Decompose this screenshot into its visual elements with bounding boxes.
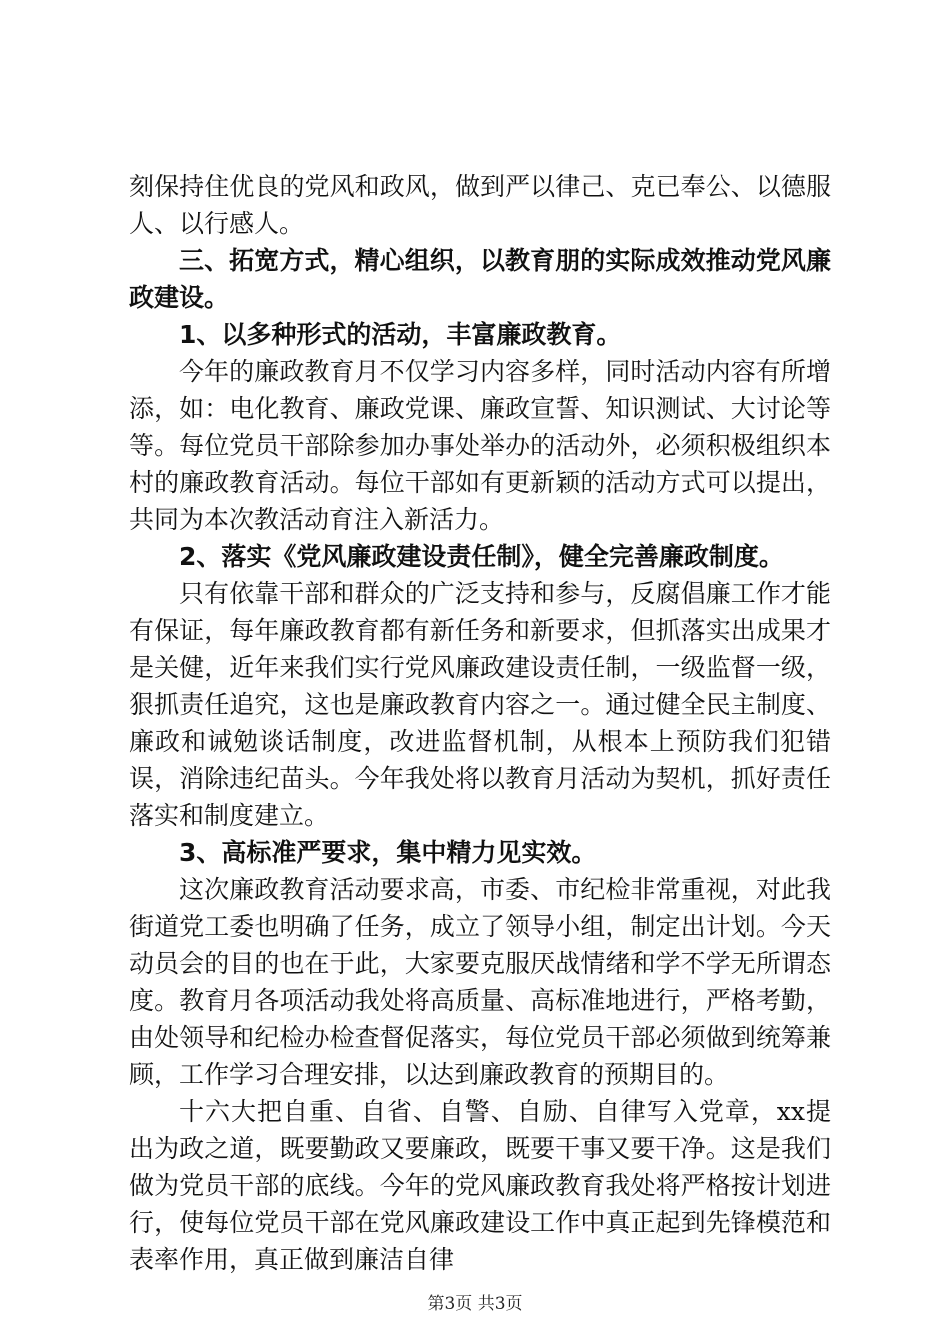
subsection-heading-1: 1、以多种形式的活动，丰富廉政教育。: [179, 320, 622, 349]
page-number-footer: 第3页 共3页: [427, 1294, 523, 1314]
paragraph-requirements: 这次廉政教育活动要求高，市委、市纪检非常重视，对此我街道党工委也明确了任务，成立了领导小组，制定出计划。今天动员会的目的也在于此，大家要克服厌战情绪和学不学无所谓态度。教育月各项活动我处将高质量、高标准地进行，严格考勤，由处领导和纪检办检查督促落实，每位党员干部必须做到统筹兼顾，工作学习合理安排，以达到廉政教育的预期目的。: [129, 875, 831, 1089]
subsection-heading-3: 3、高标准严要求，集中精力见实效。: [179, 838, 597, 867]
paragraph-responsibility: 只有依靠干部和群众的广泛支持和参与，反腐倡廉工作才能有保证，每年廉政教育都有新任务和新要求，但抓落实出成果才是关健，近年来我们实行党风廉政建设责任制，一级监督一级，狠抓责任追究，这也是廉政教育内容之一。通过健全民主制度、廉政和诫勉谈话制度，改进监督机制，从根本上预防我们犯错误，消除违纪苗头。今年我处将以教育月活动为契机，抓好责任落实和制度建立。: [129, 579, 831, 830]
document-body: [129, 168, 831, 1278]
paragraph-continuation: 刻保持住优良的党风和政风，做到严以律己、克已奉公、以德服人、以行感人。: [129, 172, 831, 238]
paragraph-conclusion: 十六大把自重、自省、自警、自励、自律写入党章，xx提出为政之道，既要勤政又要廉政，既要干事又要干净。这是我们做为党员干部的底线。今年的党风廉政教育我处将严格按计划进行，使每位党员干部在党风廉政建设工作中真正起到先锋模范和表率作用，真正做到廉洁自律: [129, 1097, 831, 1274]
subsection-heading-2: 2、落实《党风廉政建设责任制》，健全完善廉政制度。: [179, 542, 784, 571]
section-heading: 三、拓宽方式，精心组织，以教育朋的实际成效推动党风廉政建设。: [129, 246, 831, 312]
paragraph-activities: 今年的廉政教育月不仅学习内容多样，同时活动内容有所增添，如：电化教育、廉政党课、廉政宣誓、知识测试、大讨论等等。每位党员干部除参加办事处举办的活动外，必须积极组织本村的廉政教育活动。每位干部如有更新颖的活动方式可以提出，共同为本次教活动育注入新活力。: [129, 357, 831, 534]
